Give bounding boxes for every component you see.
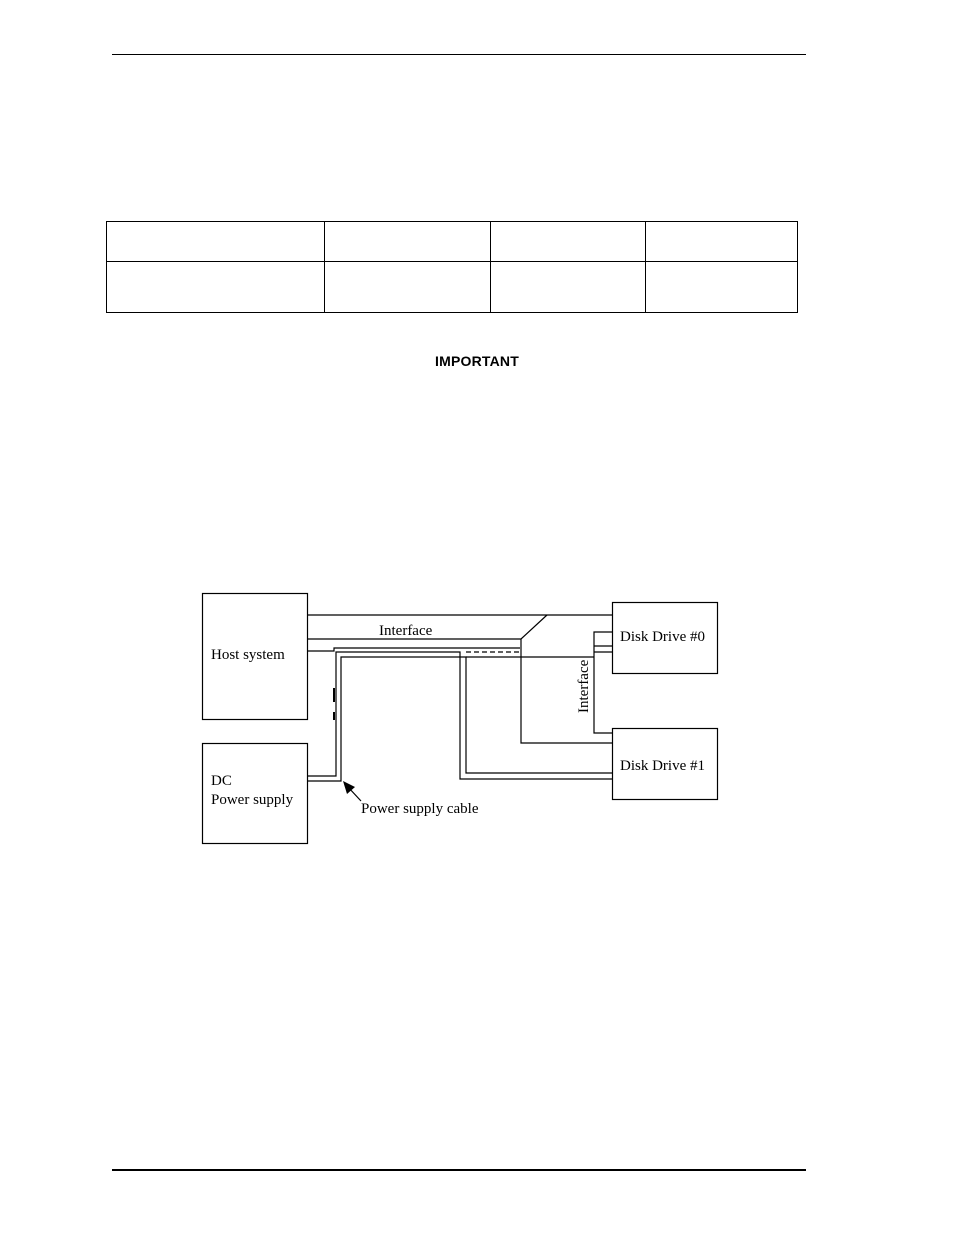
footer-rule [112, 1169, 806, 1171]
power-supply-label-line1: DC [211, 773, 232, 789]
interface-drive-link [594, 632, 612, 733]
host-system-label: Host system [211, 647, 285, 663]
important-heading: IMPORTANT [435, 353, 519, 369]
disk-drive-0-label: Disk Drive #0 [620, 629, 705, 645]
interface-vertical-label: Interface [576, 659, 592, 713]
power-supply-cable [308, 648, 612, 781]
disk-drive-1-label: Disk Drive #1 [620, 758, 705, 774]
interface-label: Interface [379, 623, 433, 639]
power-supply-cable-label: Power supply cable [361, 801, 479, 817]
power-supply-label-line2: Power supply [211, 792, 294, 808]
